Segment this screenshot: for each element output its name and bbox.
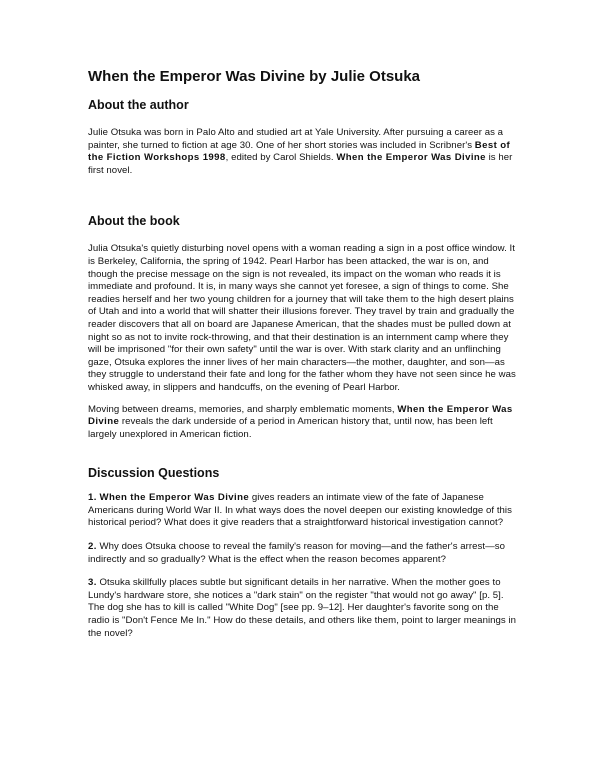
discussion-questions-section [88, 466, 520, 640]
question-2: 2. Why does Otsuka choose to reveal the family's reason for moving—and the father's arrest—so indirectly and so gradually? What is the effect when the reason becomes apparent? [88, 541, 505, 565]
about-author-heading: About the author [88, 98, 189, 112]
question-number: 1. [88, 492, 97, 504]
about-author-section [88, 98, 520, 177]
question-3: 3. Otsuka skillfully places subtle but significant details in her narrative. When the mother goes to Lundy's hardware store, she notices a "dark stain" on the register "that would not go away" [p. 5]. The dog she has to kill is called "White Dog" [see pp. 9–12]. Her daughter's favorite song on the radio is "Don't Fence Me In." How do these details, and others like them, point to larger meanings in the novel? [88, 577, 517, 639]
novel-title: When the Emperor Was Divine [336, 152, 486, 164]
about-book-paragraph-1: Julia Otsuka's quietly disturbing novel opens with a woman reading a sign in a post office window. It is Berkeley, California, the spring of 1942. Pearl Harbor has been attacked, the war is on, and though the precise message on the sign is not revealed, its impact on the woman who reads it is immediate and profound. It is, in many ways she cannot yet foresee, a sign of things to come. She readies herself and her two young children for a journey that will take them to the high desert plains of Utah and into a world that will shatter their illusions forever. They travel by train and gradually the reader discovers that all on board are Japanese American, that the shades must be pulled down at night so as not to invite rock-throwing, and that their destination is an internment camp where they will be imprisoned "for their own safety" until the war is over. With stark clarity and an unflinching gaze, Otsuka explores the inner lives of her main characters—the mother, daughter, and son—as they struggle to understand their fate and long for the father whom they have not seen since he was whisked away, in slippers and handcuffs, on the evening of Pearl Harbor. [88, 243, 516, 393]
question-number: 3. [88, 577, 97, 589]
discussion-questions-heading: Discussion Questions [88, 466, 220, 481]
question-1: 1. When the Emperor Was Divine gives readers an intimate view of the fate of Japanese Americans during World War II. In what ways does the novel deepen our existing knowledge of this historical period? What does it give readers that a straightforward historical investigation cannot? [88, 492, 512, 529]
question-number: 2. [88, 541, 97, 553]
document-title: When the Emperor Was Divine by Julie Otsuka [88, 68, 421, 85]
about-author-paragraph: Julie Otsuka was born in Palo Alto and studied art at Yale University. After pursuing a career as a painter, she turned to fiction at age 30. One of her short stories was included in Scribner's Best of the Fiction Workshops 1998, edited by Carol Shields. When the Emperor Was Divine is her first novel. [88, 127, 513, 176]
anthology-title: Best of the Fiction Workshops 1998 [88, 139, 511, 164]
about-book-heading: About the book [88, 214, 180, 229]
novel-title: When the Emperor Was Divine [99, 492, 250, 504]
novel-title: When the Emperor Was Divine [88, 403, 513, 428]
about-book-section [88, 214, 520, 441]
about-book-paragraph-2: Moving between dreams, memories, and sharply emblematic moments, When the Emperor Was Divine reveals the dark underside of a period in American history that, until now, has been left largely unexplored in American fiction. [88, 403, 513, 440]
